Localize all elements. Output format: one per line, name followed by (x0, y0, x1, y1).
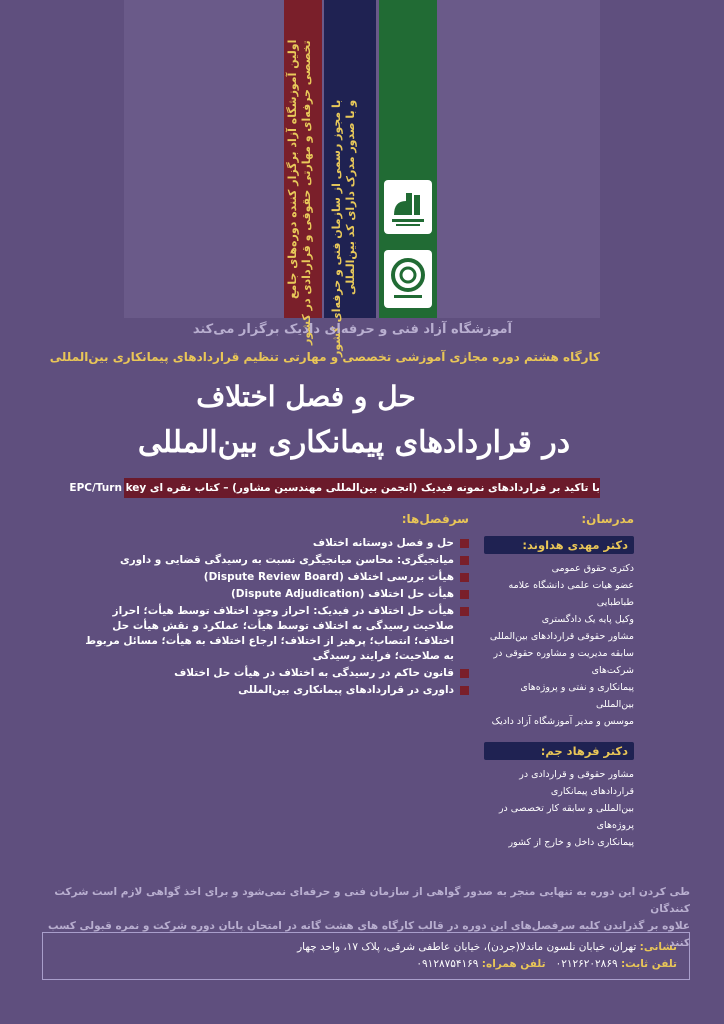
topic-text: میانجیگری: محاسن میانجیگری نسبت به رسیدگی قضایی و داوری (119, 554, 454, 566)
topic-text: هیأت حل اختلاف (Dispute Adjudication) (230, 588, 454, 600)
bullet-square-icon (460, 573, 469, 582)
topic-item (84, 570, 469, 585)
institute-line: آموزشگاه آزاد فنی و حرفه‌ای دادیک برگزار می‌کند (192, 322, 512, 337)
topic-text: قانون حاکم در رسیدگی به اختلاف در هیأت حل اختلاف (174, 667, 454, 679)
topic-text: داوری در قراردادهای پیمانکاری بین‌المللی (238, 684, 454, 696)
topics-heading: سرفصل‌ها: (401, 512, 469, 526)
bio-line: موسس و مدیر آموزشگاه آزاد دادیک (491, 716, 634, 727)
address-line (297, 941, 677, 953)
dadik-logo-icon (384, 180, 432, 234)
tvto-seal-icon (384, 250, 432, 308)
contact-box (42, 932, 690, 980)
emphasis-bar: با تاکید بر قراردادهای نمونه فیدیک (انجمن بین‌المللی مهندسین مشاور) – کتاب نقره ای EPC/Turn key (124, 478, 600, 498)
red-strip-text (286, 40, 314, 345)
bio-line: سابقه مدیریت و مشاوره حقوقی در شرکت‌های (493, 648, 634, 676)
workshop-line: کارگاه هشتم دوره مجازی آموزشی تخصصی و مهارتی تنظیم قراردادهای پیمانکاری بین‌المللی (49, 350, 600, 364)
topic-item (84, 536, 469, 551)
topic-item (84, 683, 469, 698)
bio-line: بین‌المللی و سابقه کار تخصصی در پروژه‌های (498, 803, 634, 831)
bullet-square-icon (460, 669, 469, 678)
topic-item (84, 666, 469, 681)
topic-item (84, 553, 469, 568)
bullet-square-icon (460, 590, 469, 599)
red-strip-line: اولین آموزشگاه آزاد برگزار کننده دوره‌های جامع (286, 40, 299, 300)
page-title-line-1: حل و فصل اختلاف (196, 380, 416, 413)
page-title-line-2: در قراردادهای پیمانکاری بین‌المللی (137, 425, 571, 460)
bio-line: پیمانکاری و نفتی و پروژه‌های بین‌المللی (520, 682, 634, 710)
navy-strip-line: و با صدور مدرک دارای کد بین‌المللی (344, 100, 357, 296)
instructors-column (484, 512, 634, 863)
bio-line: مشاور حقوقی قراردادهای بین‌المللی (489, 631, 634, 642)
red-strip-line: تخصصی حرفه‌ای و مهارتی حقوقی و قراردادی در کشور (300, 40, 313, 345)
topic-text: هیأت بررسی اختلاف (Dispute Review Board) (203, 571, 454, 583)
navy-strip-line: با مجوز رسمی از سازمان فنی و حرفه‌ای کشور (330, 100, 343, 358)
mobile-label: تلفن همراه: (481, 958, 546, 970)
address-value: تهران، خیابان نلسون ماندلا(جردن)، خیابان عاطفی شرقی، پلاک ۱۷، واحد چهار (297, 941, 637, 953)
bio-line: عضو هیات علمی دانشگاه علامه طباطبایی (508, 580, 634, 608)
bio-line: پیمانکاری داخل و خارج از کشور (508, 837, 634, 848)
topic-item (84, 587, 469, 602)
topic-item (84, 604, 469, 664)
bio-line: دکتری حقوق عمومی (551, 563, 634, 574)
bio-line: مشاور حقوقی و قراردادی در قراردادهای پیمانکاری (519, 769, 634, 797)
instructor-block (484, 742, 634, 851)
landline-label: تلفن ثابت: (620, 958, 677, 970)
landline-value[interactable]: ۰۲۱۲۶۲۰۲۸۶۹ (555, 958, 618, 970)
bullet-square-icon (460, 686, 469, 695)
notice-line: طی کردن این دوره به تنهایی منجر به صدور گواهی از سازمان فنی و حرفه‌ای نمی‌شود و برای اخذ گواهی لازم است شرکت کنندگان (54, 886, 690, 915)
bullet-square-icon (460, 539, 469, 548)
mobile-value[interactable]: ۰۹۱۲۸۷۵۴۱۶۹ (416, 958, 479, 970)
bullet-square-icon (460, 607, 469, 616)
topics-column (84, 512, 469, 700)
instructor-block (484, 536, 634, 730)
address-label: نشانی: (639, 941, 677, 953)
navy-strip-text (330, 100, 358, 358)
instructor-name: دکتر فرهاد جم: (484, 742, 634, 760)
topic-text: هیأت حل اختلاف در فیدیک: احراز وجود اختلاف توسط هیأت؛ احراز صلاحیت رسیدگی به اختلاف توسط هیأت؛ عملکرد و نقش هیأت حل اختلاف؛ انتصاب؛ پرهیز از اختلاف؛ ارجاع اختلاف به هیأت؛ مسائل مربوط به صلاحیت؛ فرایند رسیدگی (85, 605, 454, 662)
instructor-name: دکتر مهدی هداوند: (484, 536, 634, 554)
instructors-heading: مدرسان: (581, 512, 634, 526)
bullet-square-icon (460, 556, 469, 565)
phone-line (416, 958, 677, 970)
bio-line: وکیل پایه یک دادگستری (541, 614, 634, 625)
notice-line: علاوه بر گذراندن کلیه سرفصل‌های این دوره در قالب کارگاه های هشت گانه در امتحان پایان دوره شرکت و نمره قبولی کسب کنند (47, 920, 690, 949)
topic-text: حل و فصل دوستانه اختلاف (312, 537, 454, 549)
